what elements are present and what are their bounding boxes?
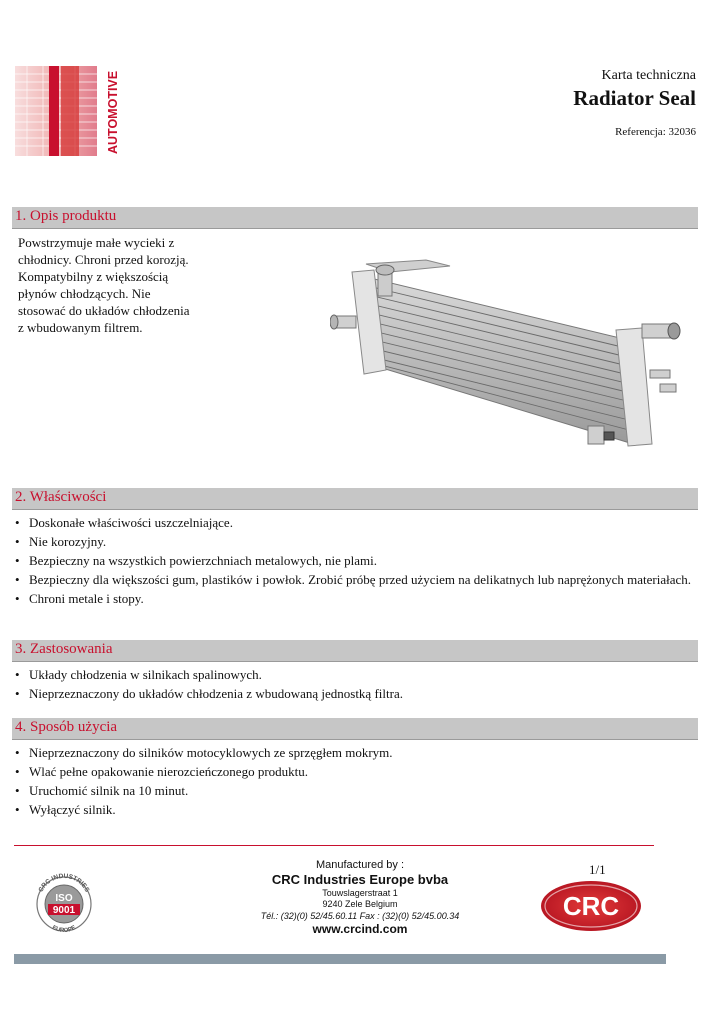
list-item xyxy=(14,533,704,550)
list-item-text: Chroni metale i stopy. xyxy=(29,591,144,606)
company-website-link[interactable]: www.crcind.com xyxy=(312,922,408,936)
company-street: Touwslagerstraat 1 xyxy=(322,888,398,898)
list-item-text: Bezpieczny na wszystkich powierzchniach metalowych, nie plami. xyxy=(29,553,377,568)
reference-label: Referencja: xyxy=(615,126,666,138)
manufactured-by-label: Manufactured by : xyxy=(315,859,405,871)
list-item-text: Wyłączyć silnik. xyxy=(29,802,116,817)
list-item-text: Bezpieczny dla większości gum, plastików i powłok. Zrobić próbę przed użyciem na delikatnych lub naprężonych materiałach. xyxy=(29,572,692,587)
company-city: 9240 Zele Belgium xyxy=(322,899,398,909)
list-item xyxy=(14,801,704,818)
reference-value: 32036 xyxy=(668,126,696,138)
list-item-text: Doskonałe właściwości uszczelniające. xyxy=(29,515,233,530)
footer-divider xyxy=(14,845,654,846)
list-item xyxy=(14,514,704,531)
page-number: 1/1 xyxy=(589,862,606,877)
bullet-icon: • xyxy=(15,515,20,530)
list-item-text: Wlać pełne opakowanie nierozcieńczonego produktu. xyxy=(29,764,309,779)
section-header-usage xyxy=(12,718,698,740)
list-item-text: Nie korozyjny. xyxy=(29,534,107,549)
bullet-icon: • xyxy=(15,764,20,779)
list-item-text: Nieprzeznaczony do układów chłodzenia z wbudowaną jednostką filtra. xyxy=(29,686,403,701)
reference xyxy=(615,126,696,138)
product-description: Powstrzymuje małe wycieki z chłodnicy. Chroni przed korozją. Kompatybilny z większością płynów chłodzących. Nie stosować do układów chłodzenia z wbudowanym filtrem. xyxy=(18,235,190,335)
iso-seal-number: 9001 xyxy=(52,905,76,916)
bullet-icon: • xyxy=(15,553,20,568)
section-header-properties xyxy=(12,488,698,510)
company-phone-fax: Tél.: (32)(0) 52/45.60.11 Fax : (32)(0) 52/45.00.34 xyxy=(260,911,460,921)
iso-seal-mid-text: ISO xyxy=(55,893,73,904)
section-title: 1. Opis produktu xyxy=(15,208,117,224)
bullet-icon: • xyxy=(15,783,20,798)
list-item xyxy=(14,685,704,702)
section-header-applications xyxy=(12,640,698,662)
bullet-icon: • xyxy=(15,802,20,817)
list-item xyxy=(14,763,704,780)
list-item-text: Nieprzeznaczony do silników motocyklowych ze sprzęgłem mokrym. xyxy=(29,745,393,760)
bullet-icon: • xyxy=(15,572,20,587)
list-item-text: Układy chłodzenia w silnikach spalinowych. xyxy=(29,667,262,682)
automotive-logo xyxy=(15,66,120,156)
svg-text:EUROPE xyxy=(51,925,77,934)
section-title: 4. Sposób użycia xyxy=(15,719,118,735)
radiator-product-image xyxy=(330,258,692,453)
properties-list xyxy=(14,514,704,609)
applications-list xyxy=(14,666,704,704)
bullet-icon: • xyxy=(15,534,20,549)
document-type: Karta techniczna xyxy=(601,68,696,83)
section-title: 3. Zastosowania xyxy=(15,641,113,657)
manufacturer-block xyxy=(200,858,520,937)
product-title: Radiator Seal xyxy=(573,86,696,110)
section-title: 2. Właściwości xyxy=(15,489,107,505)
footer-bar xyxy=(14,954,666,964)
company-name: CRC Industries Europe bvba xyxy=(271,872,449,887)
iso-seal-top-text: CRC INDUSTRIES xyxy=(37,872,91,894)
crc-logo-text: CRC xyxy=(562,891,620,921)
section-header-description xyxy=(12,207,698,229)
crc-logo xyxy=(540,880,642,932)
list-item-text: Uruchomić silnik na 10 minut. xyxy=(29,783,189,798)
bullet-icon: • xyxy=(15,591,20,606)
list-item xyxy=(14,590,704,607)
list-item xyxy=(14,571,704,588)
bullet-icon: • xyxy=(15,667,20,682)
iso-seal-bottom-text: EUROPE xyxy=(50,924,78,935)
list-item xyxy=(14,666,704,683)
bullet-icon: • xyxy=(15,686,20,701)
iso-9001-seal xyxy=(32,868,96,940)
usage-list xyxy=(14,744,704,820)
list-item xyxy=(14,744,704,761)
bullet-icon: • xyxy=(15,745,20,760)
automotive-logo-text: AUTOMOTIVE xyxy=(106,70,120,154)
list-item xyxy=(14,782,704,799)
list-item xyxy=(14,552,704,569)
